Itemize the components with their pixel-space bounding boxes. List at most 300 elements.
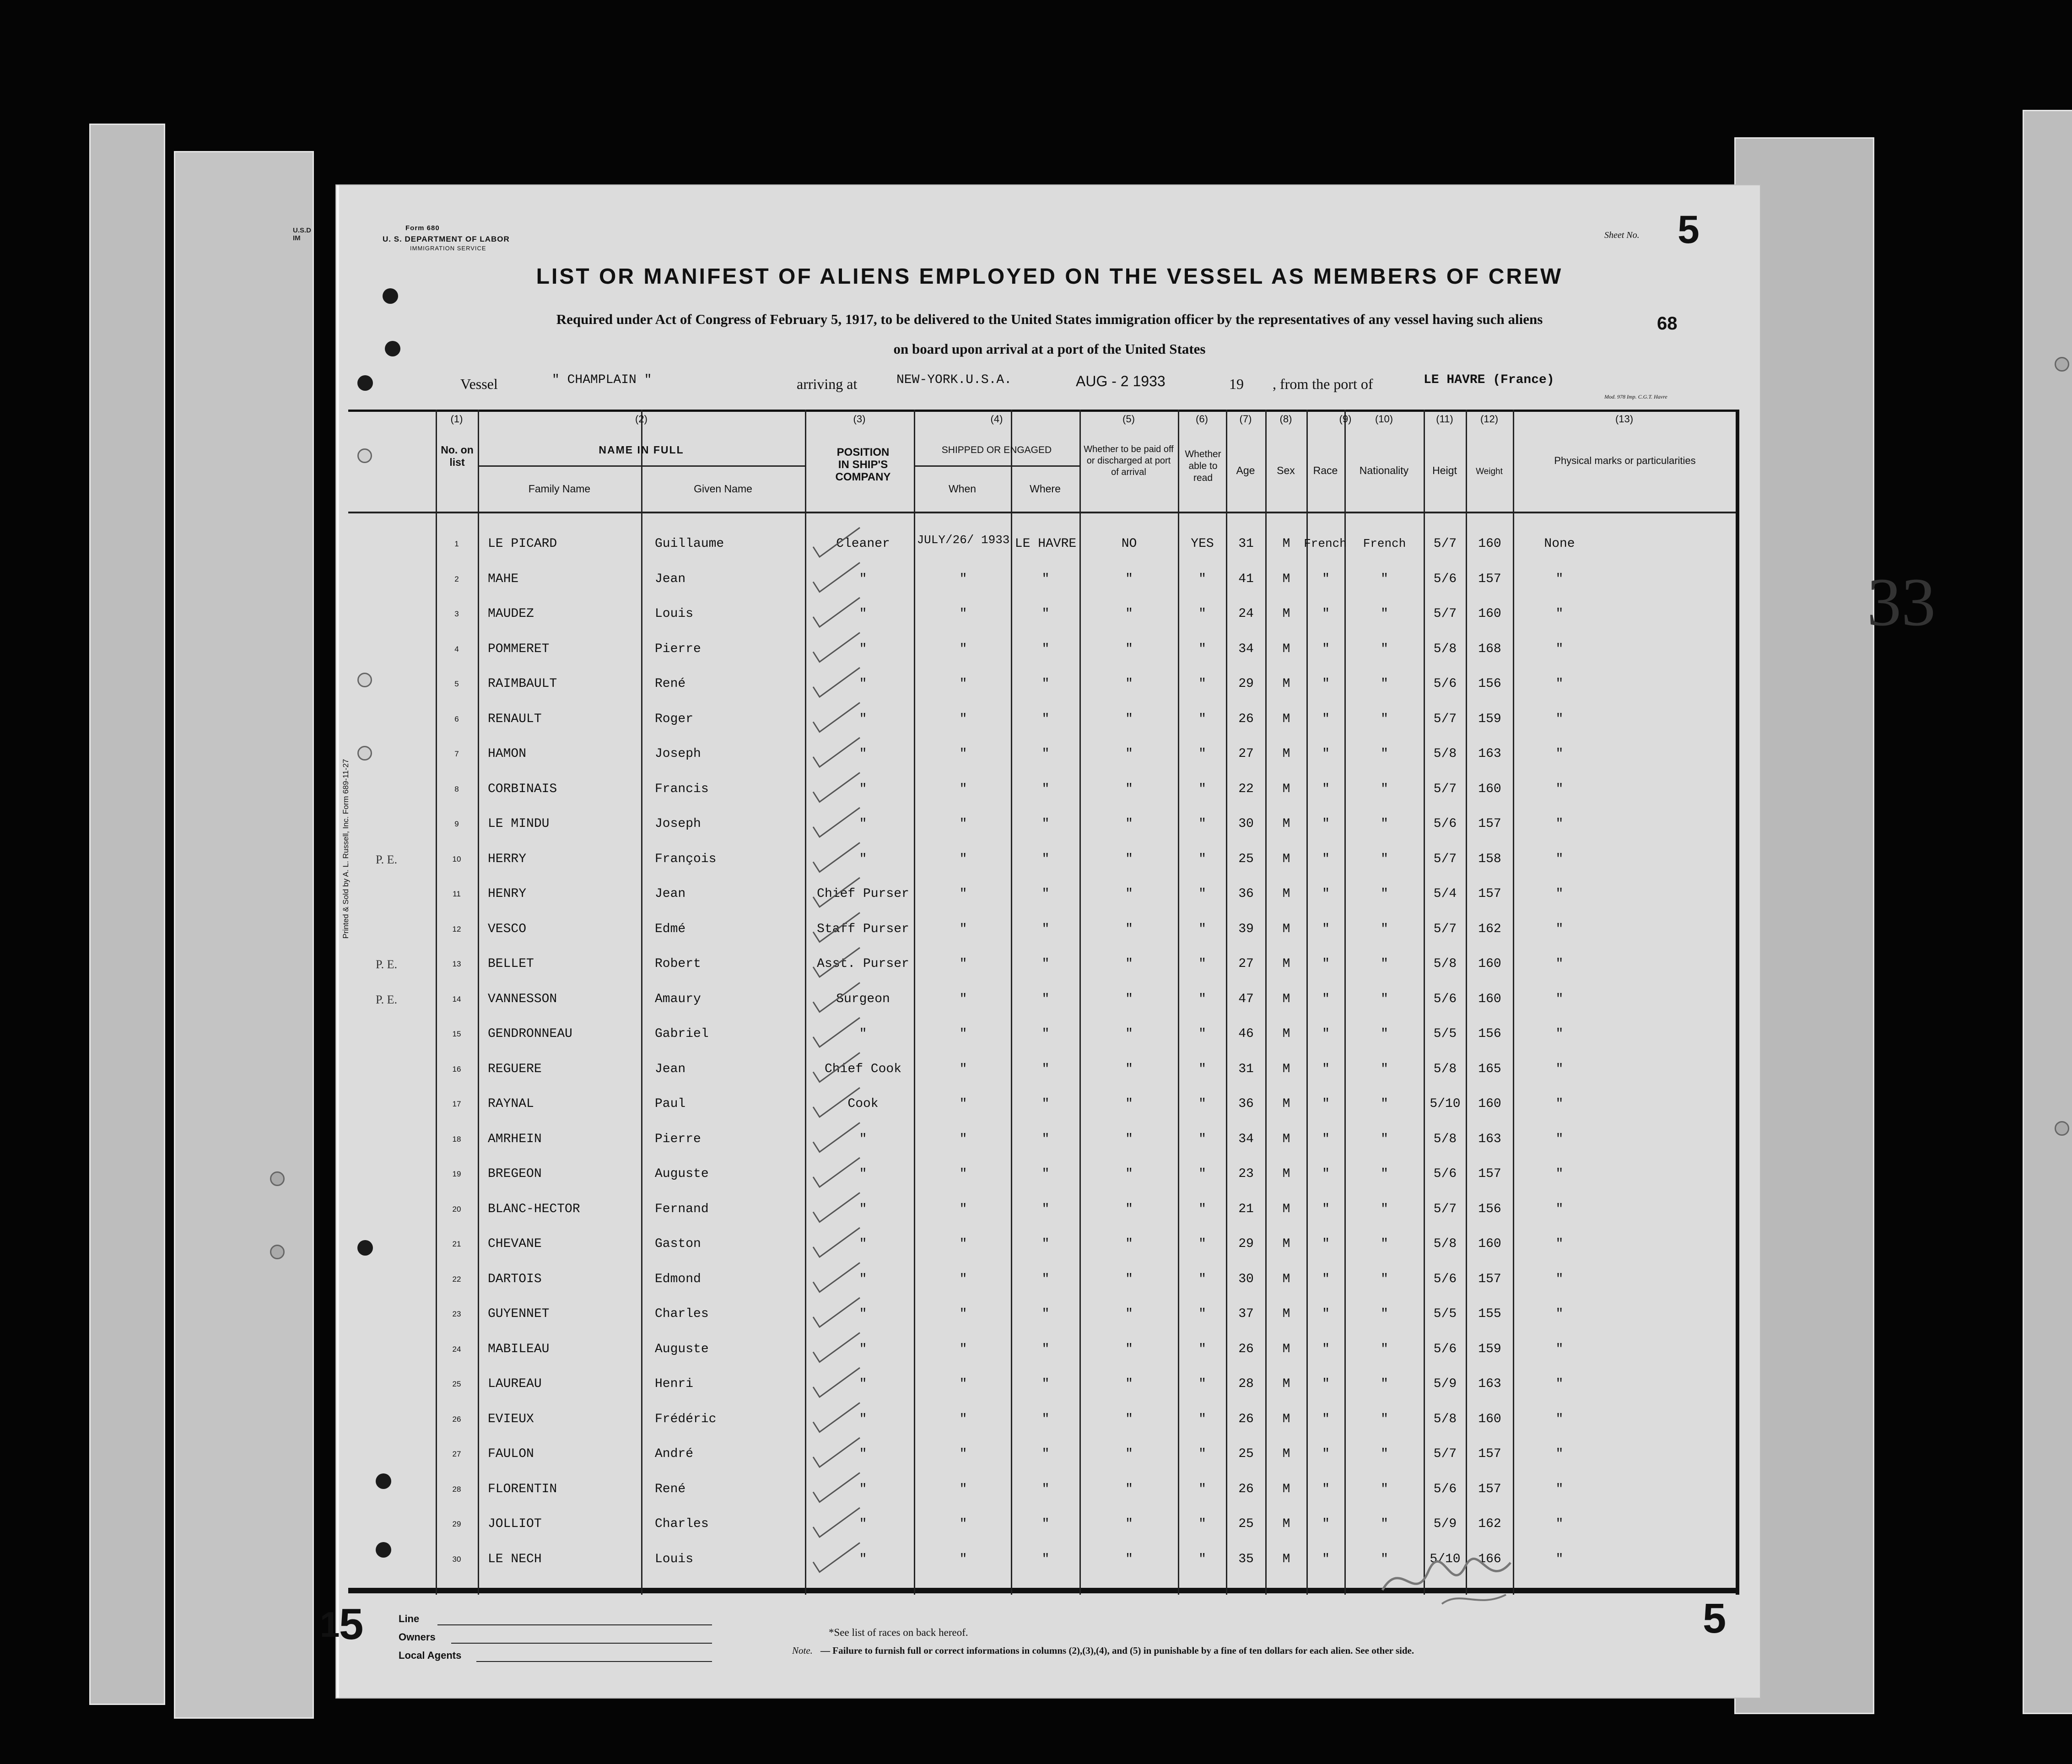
cell-sex: M (1282, 887, 1290, 901)
cell-nationality: " (1381, 992, 1388, 1006)
table-row (348, 744, 1739, 779)
cell-weight: 166 (1478, 1552, 1501, 1566)
cell-row-number: 26 (452, 1414, 461, 1424)
header-position: POSITION IN SHIP'S COMPANY (835, 446, 891, 483)
cell-position: " (859, 1552, 867, 1566)
cell-nationality: " (1381, 712, 1388, 726)
cell-where: " (1041, 1377, 1050, 1391)
cell-nationality: " (1381, 1237, 1388, 1251)
cell-family-name: RAIMBAULT (488, 677, 557, 691)
table-row (348, 709, 1739, 744)
cell-row-number: 1 (454, 539, 459, 548)
cell-where: " (1041, 572, 1050, 586)
cell-marks: " (1555, 677, 1564, 691)
cell-paid-off: " (1125, 572, 1133, 586)
cell-sex: M (1282, 782, 1290, 796)
cell-when: " (959, 747, 967, 761)
department-name: U. S. DEPARTMENT OF LABOR (383, 235, 510, 243)
cell-sex: M (1282, 922, 1290, 936)
cell-height: 5/6 (1433, 572, 1457, 586)
cell-given-name: René (655, 1482, 686, 1496)
cell-nationality: " (1381, 887, 1388, 901)
check-mark (813, 1403, 860, 1432)
cell-where: " (1041, 1202, 1050, 1216)
cell-age: 24 (1238, 607, 1254, 621)
cell-nationality: " (1381, 1307, 1388, 1321)
cell-sex: M (1282, 852, 1290, 866)
cell-paid-off: " (1125, 1447, 1133, 1461)
cell-age: 22 (1238, 782, 1254, 796)
cell-sex: M (1282, 537, 1290, 551)
cell-height: 5/7 (1433, 922, 1457, 936)
cell-able-read: " (1198, 1517, 1206, 1531)
vessel-label: Vessel (460, 376, 498, 392)
cell-nationality: " (1381, 1167, 1388, 1181)
cell-where: " (1041, 782, 1050, 796)
table-row (348, 1129, 1739, 1165)
cell-when: " (959, 712, 967, 726)
footer-agents-label: Local Agents (399, 1650, 462, 1661)
from-label: , from the port of (1273, 376, 1373, 392)
cell-sex: M (1282, 1027, 1290, 1041)
cell-marks: " (1555, 852, 1564, 866)
cell-row-number: 28 (452, 1484, 461, 1494)
cell-race: " (1322, 1482, 1330, 1496)
cell-row-number: 29 (452, 1520, 461, 1528)
cell-age: 26 (1238, 1412, 1254, 1426)
cell-age: 29 (1238, 677, 1254, 691)
cell-marks: " (1555, 887, 1564, 901)
footer-page-left: 5 (339, 1600, 364, 1649)
cell-height: 5/8 (1433, 1412, 1457, 1426)
cell-nationality: " (1381, 1027, 1388, 1041)
cell-family-name: AMRHEIN (488, 1132, 542, 1146)
cell-row-number: 8 (454, 784, 459, 793)
cell-marks: " (1555, 1342, 1564, 1356)
table-row (348, 989, 1739, 1025)
col-num-8: (8) (1279, 413, 1292, 425)
cell-height: 5/5 (1433, 1027, 1457, 1041)
punch-ring (357, 673, 372, 687)
cell-height: 5/10 (1430, 1552, 1461, 1566)
cell-marks: " (1555, 1237, 1564, 1251)
check-mark (813, 1263, 860, 1292)
cell-row-number: 6 (454, 714, 459, 723)
table-row (348, 849, 1739, 885)
punch-ring (357, 448, 372, 463)
cell-nationality: " (1381, 1272, 1388, 1286)
cell-position: " (859, 1482, 867, 1496)
cell-position: " (859, 607, 867, 621)
cell-marks: " (1555, 747, 1564, 761)
cell-race: " (1322, 1167, 1330, 1181)
cell-row-number: 24 (452, 1344, 461, 1354)
cell-sex: M (1282, 747, 1290, 761)
col-num-13: (13) (1615, 413, 1634, 425)
table-row (348, 1024, 1739, 1059)
col-num-9: (9) (1339, 413, 1352, 425)
cell-height: 5/7 (1433, 1202, 1457, 1216)
cell-given-name: Louis (655, 607, 694, 621)
cell-when: " (959, 1517, 967, 1531)
check-mark (813, 1543, 860, 1572)
table-row (348, 569, 1739, 604)
cell-age: 27 (1238, 957, 1254, 971)
cell-family-name: VESCO (488, 922, 527, 936)
punch-hole (385, 341, 400, 356)
cell-marks: " (1555, 1377, 1564, 1391)
footer-note-text: — Failure to furnish full or correct informations in columns (2),(3),(4), and (5) in punishable by a fine of ten dollars for each alien. See other side. (820, 1645, 1414, 1656)
cell-able-read: " (1198, 887, 1206, 901)
cell-where: " (1041, 957, 1050, 971)
punch-hole (376, 1542, 391, 1558)
check-mark (813, 1088, 860, 1117)
cell-weight: 162 (1478, 922, 1501, 936)
cell-height: 5/6 (1433, 1272, 1457, 1286)
cell-race: " (1322, 1412, 1330, 1426)
cell-given-name: Charles (655, 1517, 709, 1531)
cell-family-name: FLORENTIN (488, 1482, 557, 1496)
cell-row-number: 9 (454, 820, 459, 828)
header-family-name: Family Name (528, 483, 591, 495)
cell-marks: " (1555, 1132, 1564, 1146)
cell-able-read: " (1198, 1027, 1206, 1041)
cell-age: 21 (1238, 1202, 1254, 1216)
subtitle-line-2: on board upon arrival at a port of the United States (893, 341, 1206, 357)
cell-sex: M (1282, 1237, 1290, 1251)
cell-paid-off: " (1125, 817, 1133, 831)
cell-family-name: RENAULT (488, 712, 542, 726)
cell-when: " (959, 1237, 967, 1251)
cell-age: 25 (1238, 852, 1254, 866)
cell-weight: 157 (1478, 817, 1501, 831)
cell-marks: " (1555, 1272, 1564, 1286)
header-no-on-list: No. on list (441, 444, 474, 468)
cell-marks: " (1555, 1552, 1564, 1566)
cell-height: 5/5 (1433, 1307, 1457, 1321)
cell-sex: M (1282, 1517, 1290, 1531)
cell-nationality: " (1381, 957, 1388, 971)
cell-family-name: BREGEON (488, 1167, 542, 1181)
cell-given-name: Paul (655, 1097, 686, 1111)
cell-given-name: Joseph (655, 817, 701, 831)
check-mark (813, 773, 860, 802)
cell-family-name: MAUDEZ (488, 607, 534, 621)
cell-given-name: Auguste (655, 1167, 709, 1181)
cell-height: 5/6 (1433, 817, 1457, 831)
cell-nationality: " (1381, 782, 1388, 796)
manifest-sheet (320, 185, 1760, 1698)
cell-row-number: 21 (452, 1240, 461, 1248)
cell-sex: M (1282, 992, 1290, 1006)
cell-height: 5/7 (1433, 782, 1457, 796)
cell-race: " (1322, 677, 1330, 691)
check-mark (813, 983, 860, 1012)
sheet-number: 5 (1678, 208, 1700, 252)
cell-row-number: 17 (452, 1100, 461, 1108)
cell-able-read: " (1198, 1237, 1206, 1251)
cell-weight: 163 (1478, 1132, 1501, 1146)
cell-position: " (859, 1447, 867, 1461)
cell-where: " (1041, 992, 1050, 1006)
year-label: 19 (1229, 376, 1244, 392)
cell-when: " (959, 887, 967, 901)
cell-position: " (859, 747, 867, 761)
cell-race: " (1322, 1202, 1330, 1216)
cell-race: " (1322, 642, 1330, 656)
cell-when: " (959, 1552, 967, 1566)
background-page-left-2 (174, 151, 314, 1719)
cell-able-read: " (1198, 677, 1206, 691)
punch-hole (357, 1240, 373, 1256)
cell-row-number: 25 (452, 1380, 461, 1388)
cell-nationality: " (1381, 817, 1388, 831)
cell-height: 5/7 (1433, 712, 1457, 726)
cell-age: 36 (1238, 887, 1254, 901)
cell-given-name: Louis (655, 1552, 694, 1566)
cell-marks: " (1555, 1307, 1564, 1321)
cell-where: " (1041, 1482, 1050, 1496)
cell-weight: 160 (1478, 607, 1501, 621)
cell-able-read: " (1198, 1377, 1206, 1391)
cell-age: 26 (1238, 1482, 1254, 1496)
service-name: IMMIGRATION SERVICE (410, 245, 486, 252)
cell-when: " (959, 922, 967, 936)
underpage-ring (2055, 357, 2069, 372)
check-mark (813, 738, 860, 767)
cell-paid-off: " (1125, 1272, 1133, 1286)
cell-age: 31 (1238, 537, 1254, 551)
cell-where: LE HAVRE (1014, 537, 1077, 551)
header-weight: Weight (1476, 467, 1503, 476)
cell-position: " (859, 1307, 867, 1321)
cell-race: " (1322, 1062, 1330, 1076)
table-row (348, 1094, 1739, 1129)
cell-when: " (959, 1132, 967, 1146)
cell-family-name: JOLLIOT (488, 1517, 542, 1531)
footer-owners-label: Owners (399, 1631, 436, 1643)
cell-paid-off: " (1125, 1412, 1133, 1426)
cell-weight: 157 (1478, 1272, 1501, 1286)
punch-hole (357, 375, 373, 391)
cell-when: " (959, 1377, 967, 1391)
header-where: Where (1030, 483, 1061, 495)
cell-age: 39 (1238, 922, 1254, 936)
cell-race: " (1322, 1342, 1330, 1356)
cell-sex: M (1282, 1202, 1290, 1216)
table-row (348, 919, 1739, 955)
cell-position: " (859, 572, 867, 586)
cell-nationality: " (1381, 852, 1388, 866)
cell-able-read: " (1198, 1272, 1206, 1286)
cell-nationality: " (1381, 1097, 1388, 1111)
table-row (348, 1374, 1739, 1409)
cell-age: 25 (1238, 1517, 1254, 1531)
cell-race: " (1322, 922, 1330, 936)
cell-paid-off: " (1125, 747, 1133, 761)
check-mark (813, 1123, 860, 1152)
cell-sex: M (1282, 1412, 1290, 1426)
header-given-name: Given Name (694, 483, 752, 495)
col-num-4: (4) (990, 413, 1003, 425)
cell-height: 5/8 (1433, 642, 1457, 656)
cell-family-name: BELLET (488, 957, 534, 971)
cell-position: " (859, 1132, 867, 1146)
cell-age: 37 (1238, 1307, 1254, 1321)
from-port: LE HAVRE (France) (1424, 373, 1554, 387)
cell-paid-off: " (1125, 712, 1133, 726)
cell-where: " (1041, 607, 1050, 621)
table-row (348, 1304, 1739, 1339)
cell-given-name: Frédéric (655, 1412, 717, 1426)
cell-race: " (1322, 1377, 1330, 1391)
cell-row-number: 27 (452, 1450, 461, 1458)
cell-nationality: " (1381, 1132, 1388, 1146)
cell-row-number: 30 (452, 1554, 461, 1564)
cell-marks: " (1555, 1517, 1564, 1531)
underpage-ring (2055, 1121, 2069, 1136)
cell-able-read: " (1198, 572, 1206, 586)
underpage-ring (270, 1171, 285, 1186)
cell-age: 29 (1238, 1237, 1254, 1251)
cell-position: Chief Cook (824, 1062, 902, 1076)
footer-line-rule (437, 1624, 712, 1625)
cell-family-name: MAHE (488, 572, 519, 586)
cell-row-number: 14 (452, 994, 461, 1003)
cell-age: 30 (1238, 817, 1254, 831)
cell-given-name: Jean (655, 887, 686, 901)
cell-given-name: Pierre (655, 642, 701, 656)
cell-position: " (859, 1167, 867, 1181)
check-mark (813, 1053, 860, 1082)
cell-row-number: 2 (454, 574, 459, 583)
cell-when: " (959, 642, 967, 656)
table-row (348, 1059, 1739, 1095)
cell-weight: 157 (1478, 1482, 1501, 1496)
cell-race: " (1322, 1237, 1330, 1251)
cell-when: " (959, 1027, 967, 1041)
cell-able-read: " (1198, 1307, 1206, 1321)
cell-age: 36 (1238, 1097, 1254, 1111)
cell-able-read: " (1198, 1132, 1206, 1146)
cell-able-read: " (1198, 782, 1206, 796)
check-mark (813, 1158, 860, 1187)
cell-able-read: YES (1191, 537, 1214, 551)
cell-when: " (959, 992, 967, 1006)
cell-weight: 156 (1478, 677, 1501, 691)
background-page-far-right (2023, 110, 2072, 1714)
cell-when: " (959, 1272, 967, 1286)
check-mark (813, 1508, 860, 1537)
cell-paid-off: " (1125, 642, 1133, 656)
cell-height: 5/9 (1433, 1517, 1457, 1531)
header-sex: Sex (1277, 464, 1295, 476)
table-row (348, 534, 1739, 569)
cell-row-number: 11 (453, 890, 461, 898)
cell-position: " (859, 1342, 867, 1356)
cell-age: 26 (1238, 1342, 1254, 1356)
check-mark (813, 633, 860, 662)
cell-marks: " (1555, 712, 1564, 726)
cell-family-name: GENDRONNEAU (488, 1027, 572, 1041)
cell-position: Surgeon (836, 992, 890, 1006)
cell-height: 5/6 (1433, 677, 1457, 691)
cell-race: " (1322, 572, 1330, 586)
cell-weight: 162 (1478, 1517, 1501, 1531)
punch-hole (376, 1473, 391, 1489)
table-row (348, 1409, 1739, 1445)
cell-able-read: " (1198, 747, 1206, 761)
cell-position: " (859, 817, 867, 831)
cell-age: 23 (1238, 1167, 1254, 1181)
cell-row-number: 18 (452, 1134, 461, 1144)
cell-able-read: " (1198, 1062, 1206, 1076)
subtitle-line-1: Required under Act of Congress of February 5, 1917, to be delivered to the United States immigration officer by the representatives of any vessel having such aliens (556, 311, 1543, 327)
footer-line-label: Line (399, 1613, 420, 1624)
cell-sex: M (1282, 677, 1290, 691)
check-mark (813, 878, 860, 907)
cell-race: " (1322, 782, 1330, 796)
cell-age: 26 (1238, 712, 1254, 726)
crew-table (348, 410, 1739, 1595)
cell-position: Cleaner (836, 537, 890, 551)
cell-marks: " (1555, 1027, 1564, 1041)
cell-able-read: " (1198, 957, 1206, 971)
cell-height: 5/7 (1433, 1447, 1457, 1461)
cell-where: " (1041, 1552, 1050, 1566)
table-row (348, 604, 1739, 639)
cell-sex: M (1282, 642, 1290, 656)
cell-weight: 160 (1478, 1412, 1501, 1426)
cell-marks: " (1555, 992, 1564, 1006)
cell-given-name: Guillaume (655, 537, 724, 551)
cell-race: " (1322, 1447, 1330, 1461)
cell-position: " (859, 677, 867, 691)
cell-race: " (1322, 1132, 1330, 1146)
cell-family-name: HENRY (488, 887, 527, 901)
cell-given-name: Edmé (655, 922, 686, 936)
mod-note: Mod. 978 Imp. C.G.T. Havre (1604, 394, 1667, 400)
cell-marks: " (1555, 817, 1564, 831)
cell-position: " (859, 782, 867, 796)
table-row (348, 814, 1739, 849)
cell-weight: 160 (1478, 537, 1501, 551)
cell-where: " (1041, 817, 1050, 831)
cell-family-name: EVIEUX (488, 1412, 534, 1426)
cell-where: " (1041, 1062, 1050, 1076)
cell-where: " (1041, 887, 1050, 901)
cell-nationality: " (1381, 1482, 1388, 1496)
cell-when: " (959, 1062, 967, 1076)
check-mark (813, 598, 860, 627)
left-stub-text: U.S.D IM (293, 227, 312, 242)
cell-sex: M (1282, 572, 1290, 586)
underpage-ring (270, 1245, 285, 1259)
cell-race: " (1322, 957, 1330, 971)
cell-position: Staff Purser (817, 922, 909, 936)
cell-age: 47 (1238, 992, 1254, 1006)
cell-given-name: Amaury (655, 992, 701, 1006)
cell-sex: M (1282, 1062, 1290, 1076)
table-top-rule (348, 410, 1739, 412)
cell-nationality: " (1381, 1377, 1388, 1391)
header-when: When (948, 483, 977, 495)
margin-note-pe: P. E. (376, 993, 397, 1006)
cell-race: " (1322, 607, 1330, 621)
cell-height: 5/8 (1433, 747, 1457, 761)
page-title: LIST OR MANIFEST OF ALIENS EMPLOYED ON THE VESSEL AS MEMBERS OF CREW (536, 264, 1563, 289)
cell-nationality: " (1381, 1517, 1388, 1531)
